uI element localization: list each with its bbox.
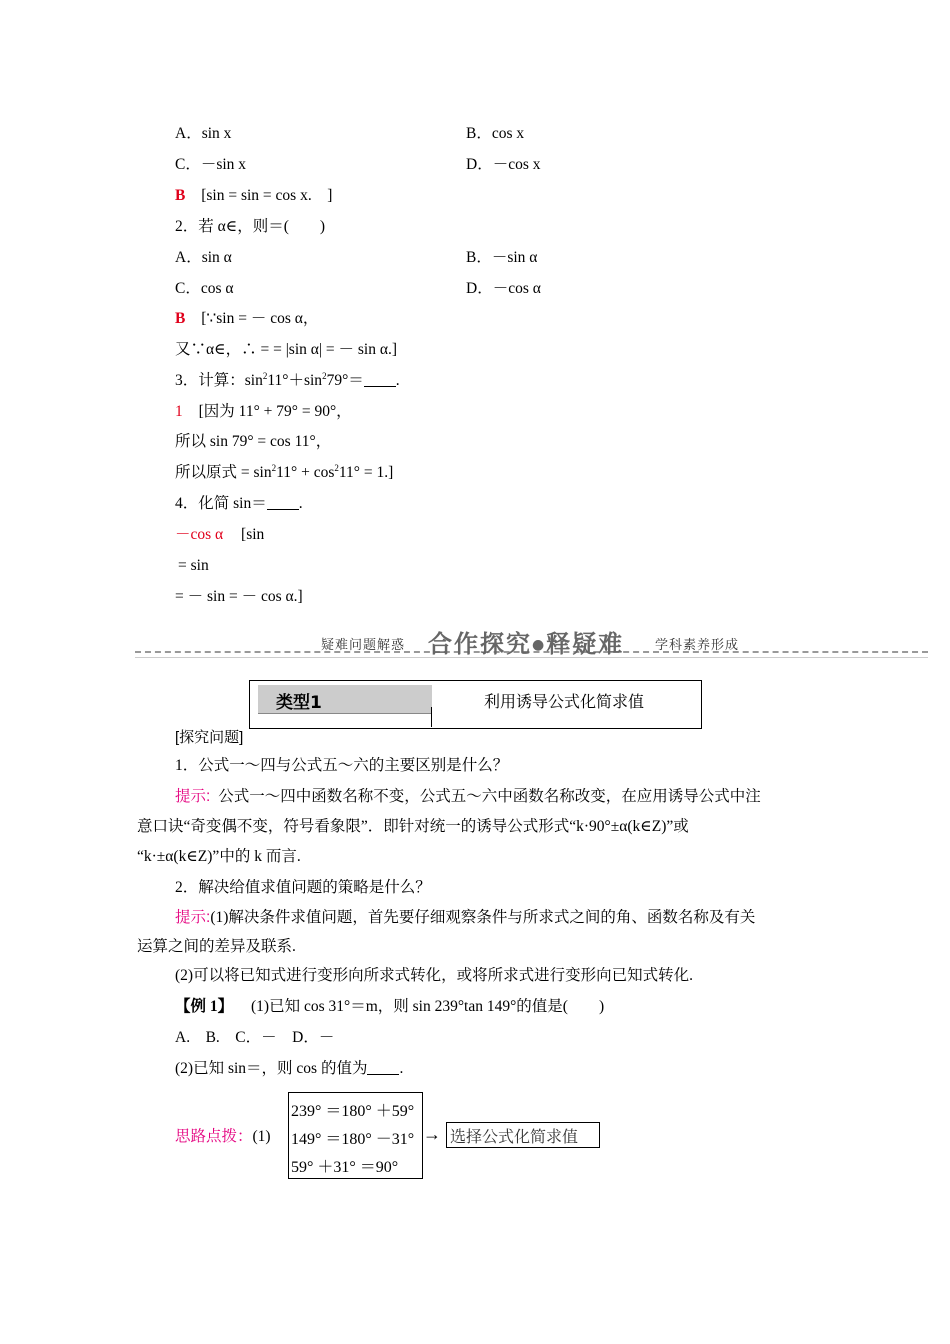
q3-stem: 3．计算：$\sin^211^\circ+\sin^279^\circ=$ . [175, 371, 400, 389]
q1-answer: B [175, 187, 186, 204]
q2-answer: B [175, 310, 186, 327]
q3-sup-2: 2 [322, 371, 327, 381]
explore-hint2-line3: (2)可以将已知式进行变形向所求式转化，或将所求式进行变形向已知式转化. [175, 967, 693, 984]
q4-answer: －cos α [175, 526, 224, 543]
q3-answer: 1 [175, 403, 183, 420]
equation-2: 149° ＝180° －31° [291, 1131, 415, 1148]
explore-heading: [探究问题] [175, 729, 244, 746]
example-part2-end: . [399, 1060, 404, 1077]
thinking-label: 思路点拨： [175, 1128, 253, 1145]
q2-option-c: C．cos α [175, 280, 234, 297]
q4-stem-text: 4．化简 sin＝ [175, 495, 267, 512]
explore-q2: 2．解决给值求值问题的策略是什么？ [175, 879, 431, 896]
q3-solution-2: 所以 sin 79° = cos 11°， [175, 433, 332, 450]
q3-line3-b: 11° + cos [276, 464, 335, 481]
hint1-label: 提示: [175, 788, 211, 805]
q3-line3-sup-1: 2 [271, 463, 277, 473]
result-text: 选择公式化简求值 [450, 1127, 579, 1146]
explore-hint1-line2: 意口诀“奇变偶不变，符号看象限”．即针对统一的诱导公式形式“k·90°±α(k∈Z)”或 [137, 818, 689, 835]
result-box [446, 1122, 600, 1148]
q3-line3-c: 11° = 1.] [338, 464, 394, 481]
hint2-label: 提示: [175, 909, 211, 926]
explore-q1: 1．公式一～四与公式五～六的主要区别是什么？ [175, 757, 509, 774]
q2-option-a: A．sin α [175, 249, 232, 266]
explore-hint1-line3: “k·±α(k∈Z)”中的 k 而言. [137, 848, 301, 865]
q4-blank [267, 495, 299, 510]
q3-stem-b: 11°＋sin [267, 372, 323, 389]
q2-solution-2: 又∵α∈，∴ = = |sin α| = － sin α.] [175, 341, 397, 358]
q1-solution: [sin = sin = cos x. ] [201, 187, 333, 204]
q3-line3-a: 所以原式 = sin [175, 464, 272, 481]
equation-3: 59° ＋31° ＝90° [291, 1159, 399, 1176]
hint1-text-1: 公式一～四中函数名称不变，公式五～六中函数名称改变，在应用诱导公式中注 [218, 788, 761, 805]
q3-sup-1: 2 [262, 371, 268, 381]
type-tag [258, 685, 432, 714]
hint2-text-1: (1)解决条件求值问题，首先要仔细观察条件与所求式之间的角、函数名称及有关 [210, 909, 756, 926]
q3-blank [364, 372, 396, 387]
q3-line3-sup-2: 2 [334, 463, 339, 473]
explore-hint2-line1 [175, 908, 755, 928]
example-part2-text: (2)已知 sin＝，则 cos 的值为 [175, 1060, 368, 1077]
q2-option-d: D．－cos α [466, 280, 541, 297]
q4-solution: [sin [241, 526, 265, 543]
banner-title-2: 释疑难 [546, 630, 625, 658]
equation-box [288, 1092, 423, 1179]
type-tag-label: 类型1 [276, 693, 322, 713]
type-box-separator [431, 707, 432, 727]
type-title: 利用诱导公式化简求值 [484, 694, 645, 711]
banner-right-text: 学科素养形成 [655, 637, 740, 652]
q4-solution-2: = sin [178, 557, 209, 574]
q1-option-c: C．－sin x [175, 156, 247, 173]
q4-answer-line [175, 525, 264, 545]
q2-answer-line [175, 309, 318, 329]
banner-sep-icon: ● [532, 637, 547, 653]
q1-option-b: B．cos x [466, 125, 525, 142]
q1-answer-line [175, 186, 332, 206]
banner-title-1: 合作探究 [428, 630, 532, 658]
banner-left-text: 疑难问题解惑 [321, 637, 406, 652]
q3-stem-a: 3．计算：sin [175, 372, 263, 389]
q4-stem: 4．化简 sin＝ . [175, 495, 303, 512]
thinking-part: (1) [252, 1128, 271, 1145]
example-blank [367, 1060, 399, 1075]
example-part1: (1)已知 cos 31°＝m，则 sin 239°tan 149°的值是( ) [251, 998, 605, 1015]
example-label: 【例 1】 [175, 998, 234, 1015]
explore-hint1-line1 [175, 787, 761, 807]
example-options: A. B. C．－ D．－ [175, 1029, 335, 1046]
q1-option-a: A．sin x [175, 125, 232, 142]
q2-stem: 2．若 α∈，则＝( ) [175, 218, 326, 235]
q4-solution-3: = － sin = － cos α.] [175, 588, 303, 605]
banner-title [428, 624, 624, 659]
example-part2 [175, 1059, 403, 1079]
section-banner [135, 624, 928, 664]
example-1-line [175, 997, 604, 1017]
q3-solution-3 [175, 463, 393, 483]
type-box [249, 680, 702, 729]
q3-stem-c: 79°＝ [326, 372, 364, 389]
q2-option-b: B．－sin α [466, 249, 538, 266]
q1-option-d: D．－cos x [466, 156, 541, 173]
right-arrow-icon: → [423, 1124, 441, 1144]
q2-solution: [∵sin = － cos α， [201, 310, 319, 327]
explore-hint2-line2: 运算之间的差异及联系. [137, 938, 296, 955]
equation-1: 239° ＝180° ＋59° [291, 1103, 415, 1120]
q3-solution: [因为 11° + 79° = 90°， [198, 403, 352, 420]
q3-answer-line [175, 402, 352, 422]
thinking-line [175, 1127, 271, 1147]
